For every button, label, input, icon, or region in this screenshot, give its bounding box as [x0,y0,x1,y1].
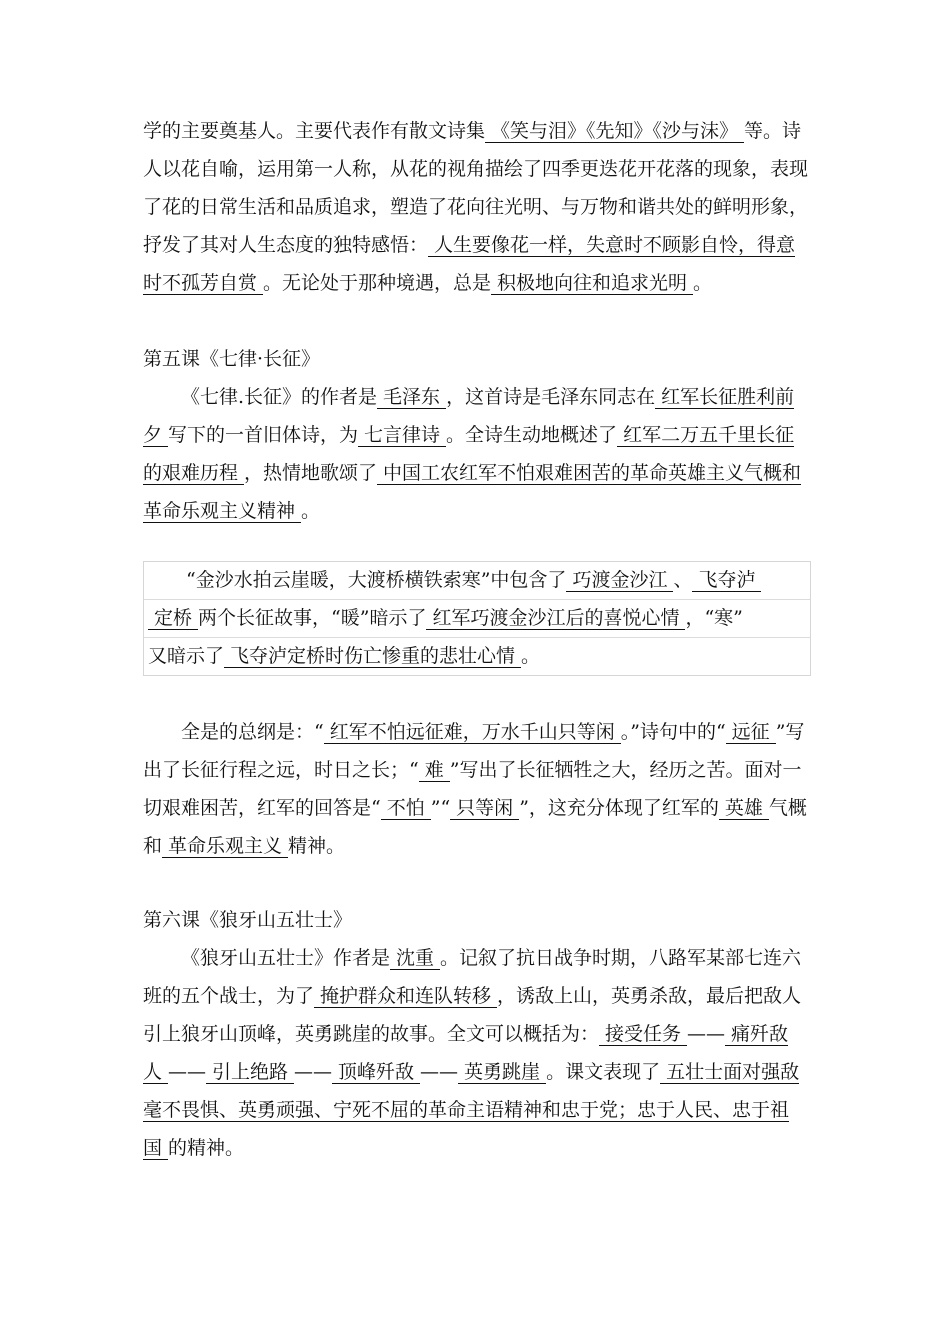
text: 。 [301,500,321,522]
answer-blank: 中国工农红军不怕艰难困苦的革命英雄主义气概和革命乐观主义精神 [143,462,802,522]
answer-blank: 《笑与泪》《先知》《沙与沫》 [485,120,744,143]
answer-blank: 飞夺泸定桥时伤亡惨重的悲壮心情 [224,645,521,668]
text: —— [687,1023,726,1045]
lesson-6-title: 第六课《狼牙山五壮士》 [143,909,353,931]
answer-blank: 接受任务 [599,1023,687,1046]
lesson-5-paragraph-2 [143,713,811,865]
text: 。 [521,645,541,667]
answer-blank: 只等闲 [450,797,519,820]
text: —— [420,1061,459,1083]
answer-blank: 红军长征胜利前夕 [143,386,795,446]
text: ，“寒” [685,607,743,629]
text: ，热情地歌颂了 [244,462,378,484]
answer-blank: 红军不怕远征难，万水千山只等闲 [324,721,621,744]
answer-blank: 七言律诗 [358,424,446,447]
boxed-question [143,561,811,676]
text: ”，这充分体现了红军的 [519,797,719,819]
lesson-5-title: 第五课《七律·长征》 [143,348,321,370]
text: 。全诗生动地概述了 [446,424,618,446]
text: 。课文表现了 [546,1061,661,1083]
text: ”“ [430,797,451,819]
text: 两个长征故事，“暖”暗示了 [198,607,427,629]
text: 《狼牙山五壮士》作者是 [181,947,391,969]
text: 气概和 [143,797,807,857]
answer-blank: 痛歼敌人 [143,1023,789,1083]
answer-blank: 引上绝路 [206,1061,294,1084]
text: 写下的一首旧体诗，为 [168,424,359,446]
text: 。记叙了抗日战争时期，八路军某部七连六班的五个战士，为了 [143,947,802,1007]
text: 全是的总纲是：“ [181,721,324,743]
text: 、 [673,569,693,591]
text: 。无论处于那种境遇，总是 [263,272,492,294]
text: ”写出了长征牺牲之大，经历之苦。面对一切艰难困苦，红军的回答是“ [143,759,802,819]
text: 。”诗句中的“ [620,721,726,743]
answer-blank: 积极地向往和追求光明 [491,272,693,295]
text: 的精神。 [168,1137,245,1159]
text: 。 [693,272,713,294]
text: 等。诗人以花自喻，运用第一人称，从花的视角描绘了四季更迭花开花落的现象，表现了花的日常生活和品质追求，塑造了花向往光明、与万物和谐共处的鲜明形象，抒发了其对人生态度的独特感悟： [143,120,809,256]
box-row-1 [144,562,810,600]
answer-blank: 英雄 [719,797,769,820]
text: ”写出了长征行程之远，时日之长；“ [143,721,805,781]
answer-blank: 掩护群众和连队转移 [314,985,497,1008]
answer-blank: 巧渡金沙江 [566,569,673,592]
text: 又暗示了 [148,645,225,667]
answer-blank: 红军巧渡金沙江后的喜悦心情 [426,607,685,630]
box-row-3 [144,638,810,675]
answer-blank: 英勇跳崖 [458,1061,546,1084]
answer-blank: 不怕 [381,797,431,820]
poem-summary-paragraph [143,112,811,302]
answer-blank: 难 [419,759,450,782]
lesson-5-paragraph-1 [143,378,811,530]
text: ，诱敌上山，英勇杀敌，最后把敌人引上狼牙山顶峰，英勇跳崖的故事。全文可以概括为： [143,985,802,1045]
text: 精神。 [288,835,346,857]
answer-blank: 远征 [726,721,776,744]
lesson-6-paragraph-1 [143,939,811,1167]
text: ，这首诗是毛泽东同志在 [446,386,656,408]
answer-blank: 五壮士面对强敌毫不畏惧、英勇顽强、宁死不屈的革命主语精神和忠于党；忠于人民、忠于祖国 [143,1061,800,1159]
answer-blank: 顶峰歼敌 [332,1061,420,1084]
answer-blank: 红军二万五千里长征的艰难历程 [143,424,795,484]
text: —— [168,1061,207,1083]
answer-blank: 革命乐观主义 [162,835,288,858]
text: —— [294,1061,333,1083]
text: 《七律.长征》的作者是 [181,386,378,408]
answer-blank: 飞夺泸 [692,569,761,592]
box-row-2 [144,600,810,638]
answer-blank: 沈重 [390,947,440,970]
text: 学的主要奠基人。主要代表作有散文诗集 [143,120,486,142]
answer-blank: 定桥 [148,607,198,630]
answer-blank: 人生要像花一样，失意时不顾影自怜，得意时不孤芳自赏 [143,234,796,294]
text: “金沙水拍云崖暖，大渡桥横铁索寒”中包含了 [186,569,567,591]
answer-blank: 毛泽东 [377,386,446,409]
